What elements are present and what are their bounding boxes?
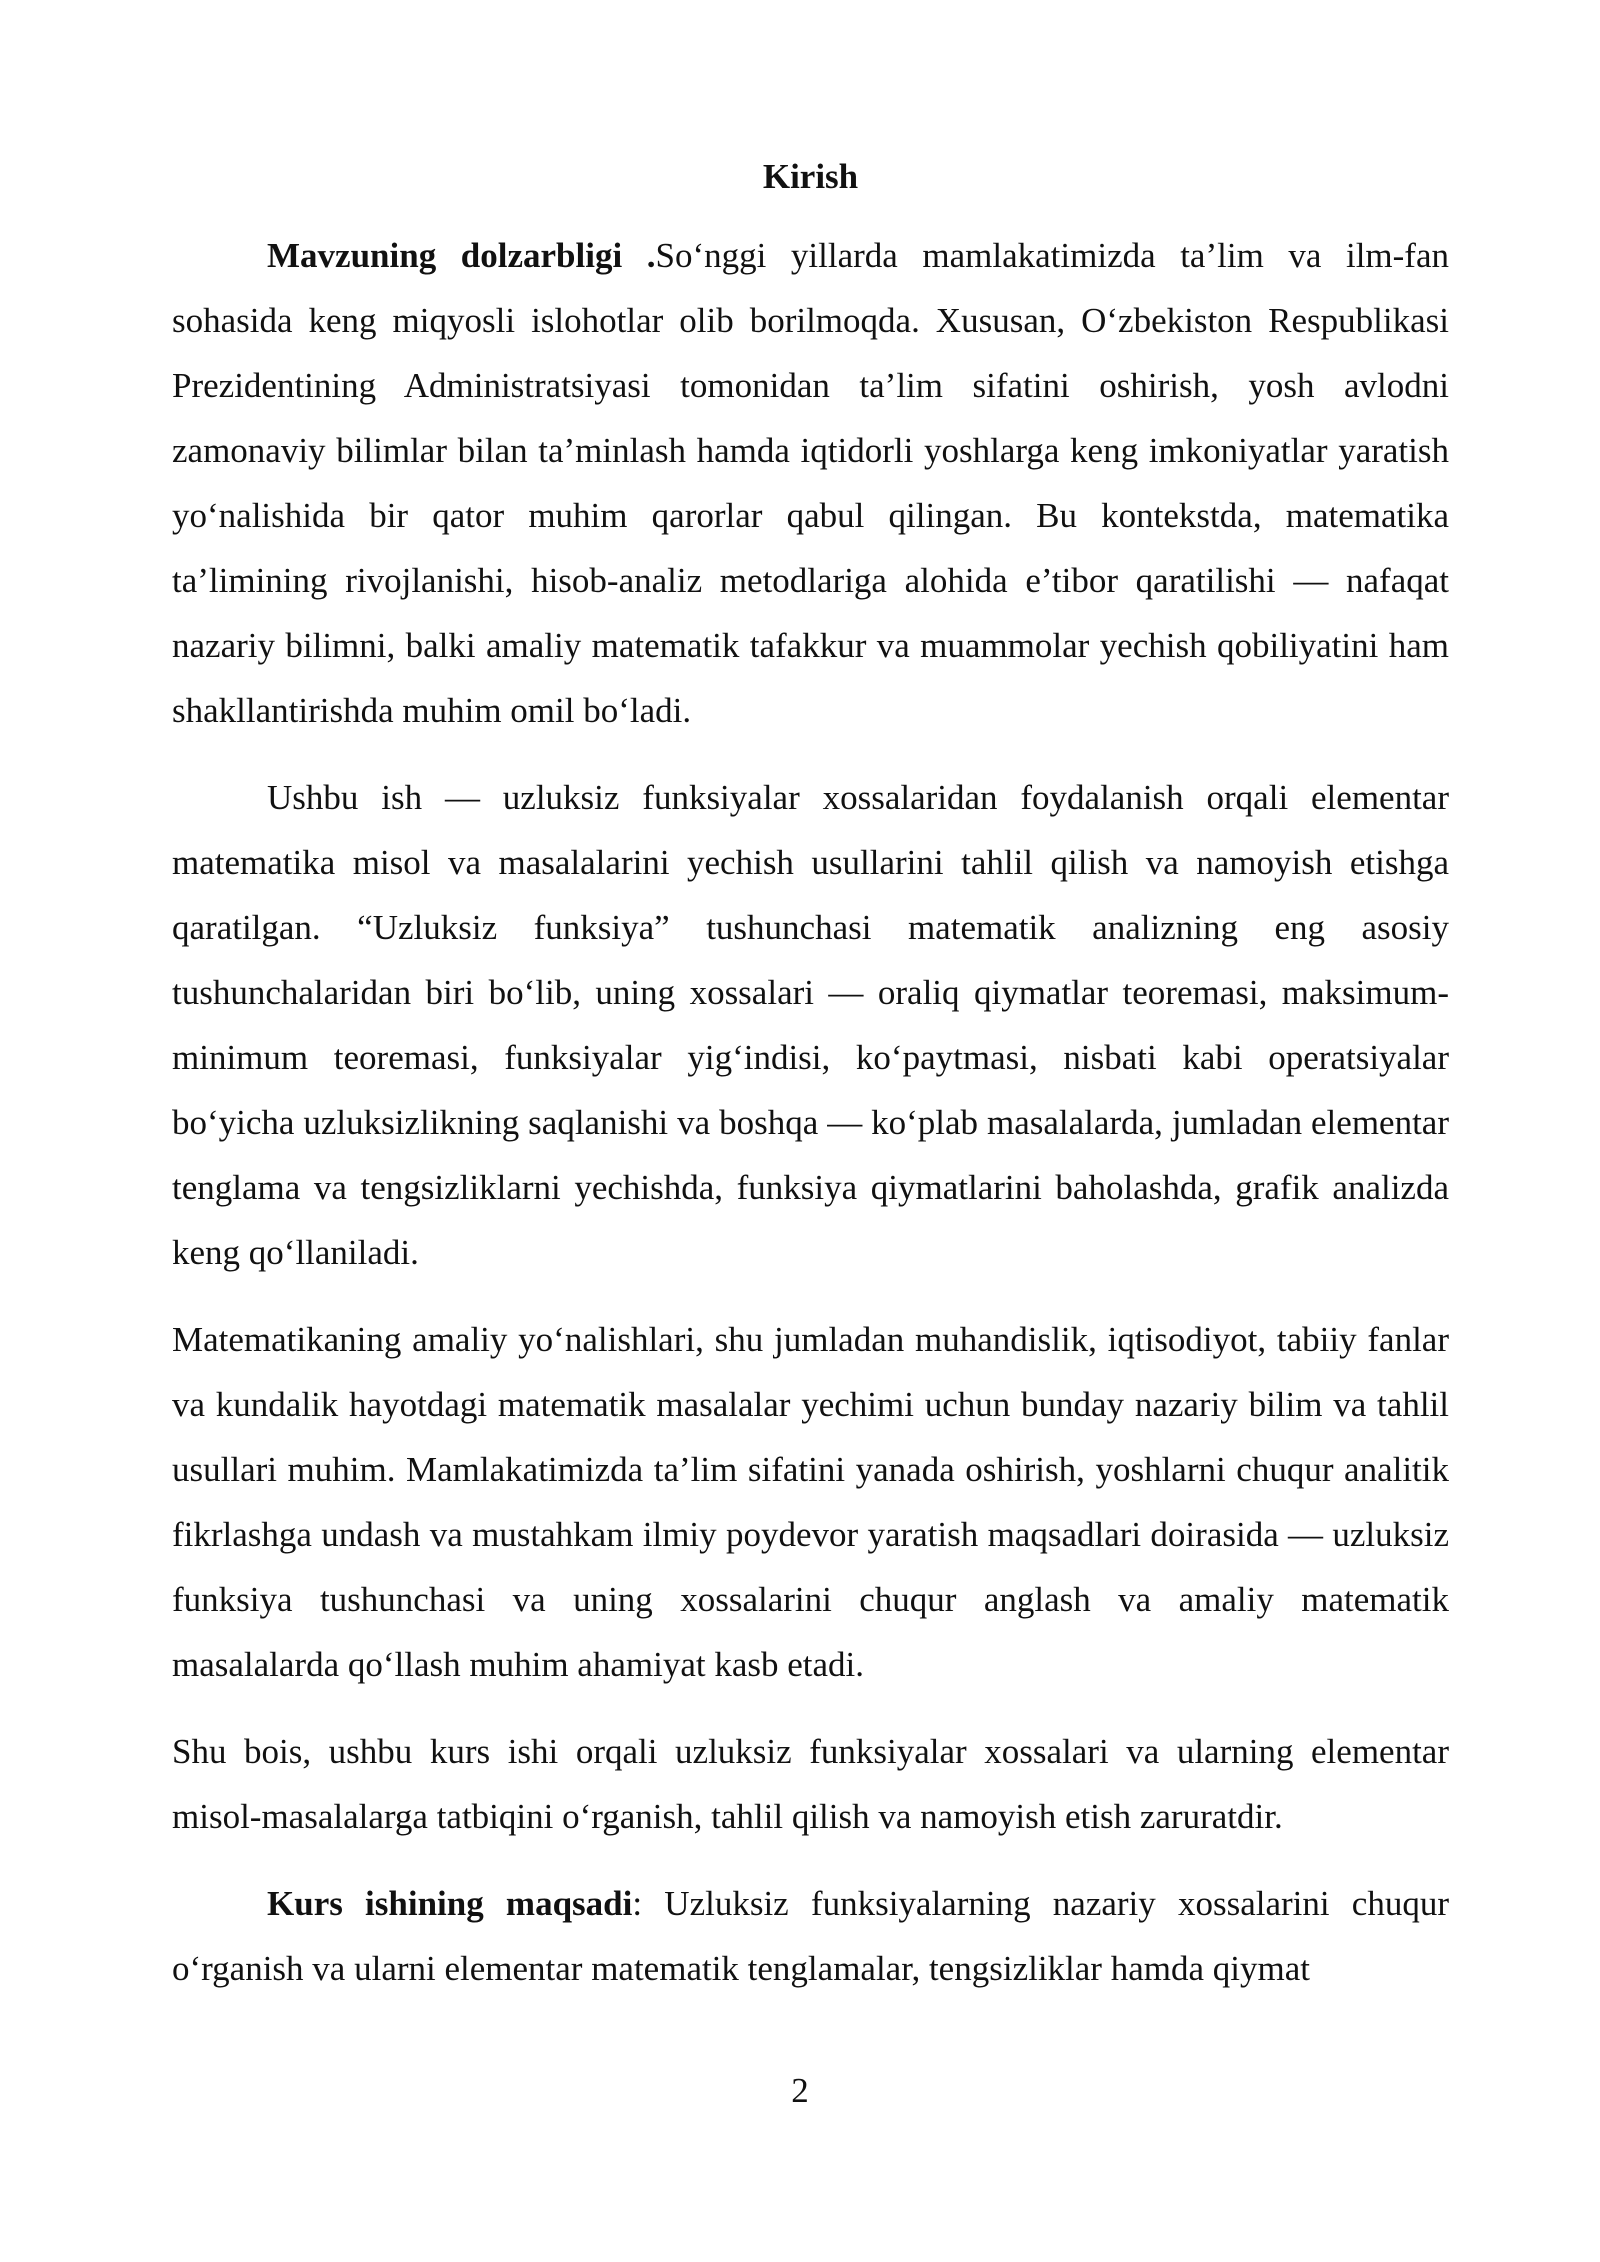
paragraph-text-relevance: So‘nggi yillarda mamlakatimizda ta’lim va ilm-fan sohasida keng miqyosli islohotlar olib borilmoqda. Xususan, O‘zbekiston Respublikasi Prezidentining Administratsiyasi tomonidan ta’lim sifatini oshirish, yosh avlodni zamonaviy bilimlar bilan ta’minlash hamda iqtidorli yoshlarga keng imkoniyatlar yaratish yo‘nalishida bir qator muhim qarorlar qabul qilingan. Bu kontekstda, matematika ta’limining rivojlanishi, hisob-analiz metodlariga alohida e’tibor qaratilishi — nafaqat nazariy bilimni, balki amaliy matematik tafakkur va muammolar yechish qobiliyatini ham shakllantirishda muhim omil bo‘ladi. xyxy=(172,236,1450,730)
paragraph-lead-relevance: Mavzuning dolzarbligi . xyxy=(267,236,656,275)
page-content xyxy=(172,144,1449,2001)
paragraph-conclusion xyxy=(172,1719,1449,1849)
paragraph-relevance xyxy=(172,223,1449,743)
paragraph-text-conclusion: Shu bois, ushbu kurs ishi orqali uzluksiz funksiyalar xossalari va ularning elementar misol-masalalarga tatbiqini o‘rganish, tahlil qilish va namoyish etish zaruratdir. xyxy=(172,1732,1449,1836)
paragraph-work-description xyxy=(172,765,1449,1285)
paragraph-lead-course-goal: Kurs ishining maqsadi xyxy=(267,1884,633,1923)
paragraph-applied-directions xyxy=(172,1307,1449,1697)
paragraph-text-applied-directions: Matematikaning amaliy yo‘nalishlari, shu jumladan muhandislik, iqtisodiyot, tabiiy fanlar va kundalik hayotdagi matematik masalalar yechimi uchun bunday nazariy bilim va tahlil usullari muhim. Mamlakatimizda ta’lim sifatini yanada oshirish, yoshlarni chuqur analitik fikrlashga undash va mustahkam ilmiy poydevor yaratish maqsadlari doirasida — uzluksiz funksiya tushunchasi va uning xossalarini chuqur anglash va amaliy matematik masalalarda qo‘llash muhim ahamiyat kasb etadi. xyxy=(172,1320,1449,1684)
page-number: 2 xyxy=(791,2071,809,2110)
paragraph-text-work-description: Ushbu ish — uzluksiz funksiyalar xossalaridan foydalanish orqali elementar matematika misol va masalalarini yechish usullarini tahlil qilish va namoyish etishga qaratilgan. “Uzluksiz funksiya” tushunchasi matematik analizning eng asosiy tushunchalaridan biri bo‘lib, uning xossalari — oraliq qiymatlar teoremasi, maksimum-minimum teoremasi, funksiyalar yig‘indisi, ko‘paytmasi, nisbati kabi operatsiyalar bo‘yicha uzluksizlikning saqlanishi va boshqa — ko‘plab masalalarda, jumladan elementar tenglama va tengsizliklarni yechishda, funksiya qiymatlarini baholashda, grafik analizda keng qo‘llaniladi. xyxy=(172,778,1449,1272)
section-title: Kirish xyxy=(762,157,859,196)
paragraph-course-goal xyxy=(172,1871,1449,2001)
paragraph-text-course-goal: : Uzluksiz funksiyalarning nazariy xossalarini chuqur o‘rganish va ularni elementar matematik tenglamalar, tengsizliklar hamda qiymat xyxy=(172,1884,1450,1988)
